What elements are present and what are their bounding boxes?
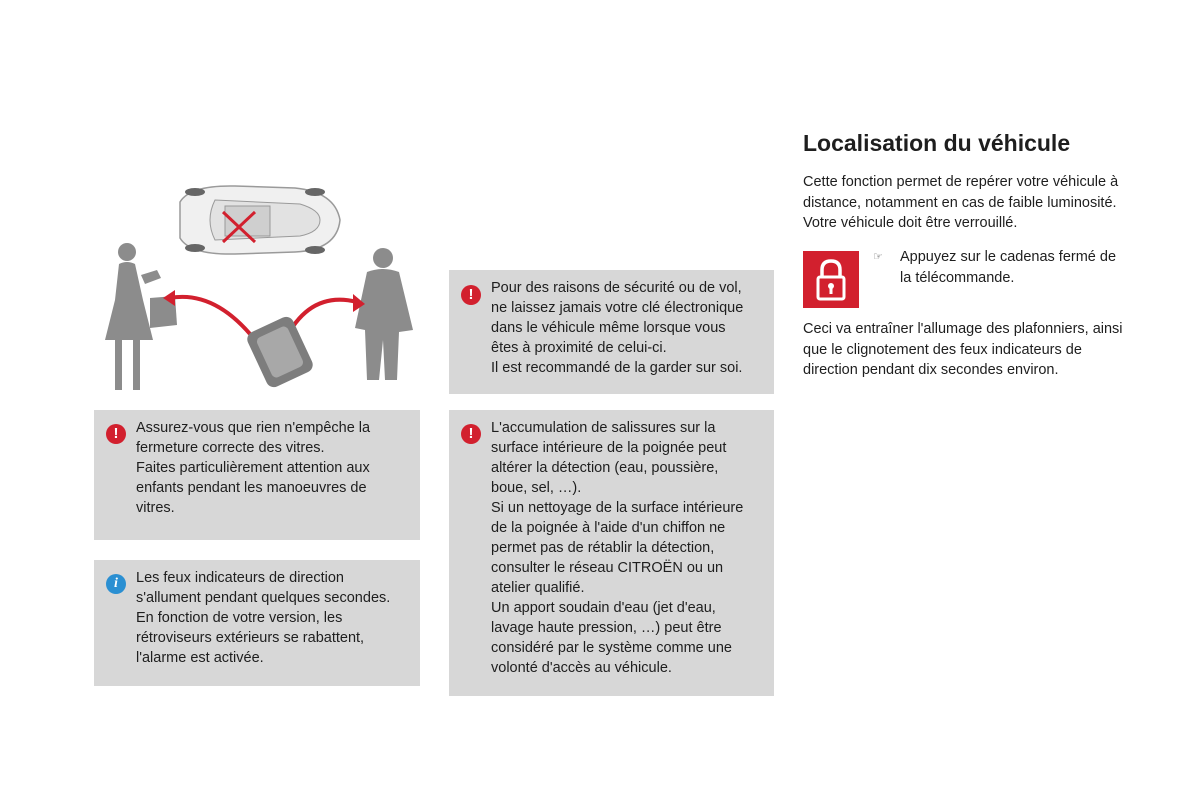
note-line: êtes à proximité de celui-ci. <box>491 340 667 356</box>
note-line: Faites particulièrement attention aux <box>136 460 370 476</box>
man-silhouette <box>355 248 413 380</box>
note-line: lavage haute pression, …) peut être <box>491 620 722 636</box>
note-line: de la poignée à l'aide d'un chiffon ne <box>491 520 726 536</box>
car-top-view <box>180 186 340 254</box>
note-line: L'accumulation de salissures sur la <box>491 420 716 436</box>
info-icon: i <box>106 574 126 594</box>
woman-silhouette <box>105 243 177 390</box>
note-line: l'alarme est activée. <box>136 650 264 666</box>
note-line: enfants pendant les manoeuvres de <box>136 480 367 496</box>
key-proximity-illustration <box>95 180 425 395</box>
note-line: consulter le réseau CITROËN ou un <box>491 560 724 576</box>
note-line: Les feux indicateurs de direction <box>136 570 344 586</box>
note-line: Assurez-vous que rien n'empêche la <box>136 420 371 436</box>
note-line: surface intérieure de la poignée peut <box>491 440 727 456</box>
note-line: dans le véhicule même lorsque vous <box>491 320 726 336</box>
note-security <box>449 270 774 394</box>
note-line: rétroviseurs extérieurs se rabattent, <box>136 630 365 646</box>
note-line: permet pas de rétablir la détection, <box>491 540 715 556</box>
note-line: vitres. <box>136 500 175 516</box>
note-line: En fonction de votre version, les <box>136 610 343 626</box>
instruction-text: Appuyez sur le cadenas fermé de la télécommande. <box>900 249 1117 286</box>
note-info <box>94 560 420 686</box>
note-line: altérer la détection (eau, poussière, <box>491 460 719 476</box>
note-line: boue, sel, …). <box>491 480 582 496</box>
note-line: ne laissez jamais votre clé électronique <box>491 300 744 316</box>
arrow-to-woman <box>170 297 255 340</box>
note-line: Il est recommandé de la garder sur soi. <box>491 360 743 376</box>
section-title: Localisation du véhicule <box>803 130 1071 156</box>
note-line: atelier qualifié. <box>491 580 585 596</box>
pointing-hand-icon: ☞ <box>873 251 883 263</box>
warning-icon: ! <box>461 424 481 444</box>
warning-icon: ! <box>106 424 126 444</box>
intro-text: Cette fonction permet de repérer votre véhicule à distance, notamment en cas de faible luminosité. Votre véhicule doit être verrouillé. <box>803 174 1119 231</box>
result-text: Ceci va entraîner l'allumage des plafonniers, ainsi que le clignotement des feux indicateurs de direction pendant dix secondes environ. <box>803 321 1123 378</box>
note-line: s'allument pendant quelques secondes. <box>136 590 391 606</box>
warning-icon: ! <box>461 285 481 305</box>
key-fob-icon <box>245 314 316 390</box>
note-handle-dirt <box>449 410 774 696</box>
note-line: considéré par le système comme une <box>491 640 732 656</box>
note-windows <box>94 410 420 540</box>
note-line: Un apport soudain d'eau (jet d'eau, <box>491 600 716 616</box>
note-line: Pour des raisons de sécurité ou de vol, <box>491 280 742 296</box>
note-line: volonté d'accès au véhicule. <box>491 660 672 676</box>
note-line: fermeture correcte des vitres. <box>136 440 325 456</box>
note-line: Si un nettoyage de la surface intérieure <box>491 500 744 516</box>
lock-button-icon <box>803 251 859 308</box>
